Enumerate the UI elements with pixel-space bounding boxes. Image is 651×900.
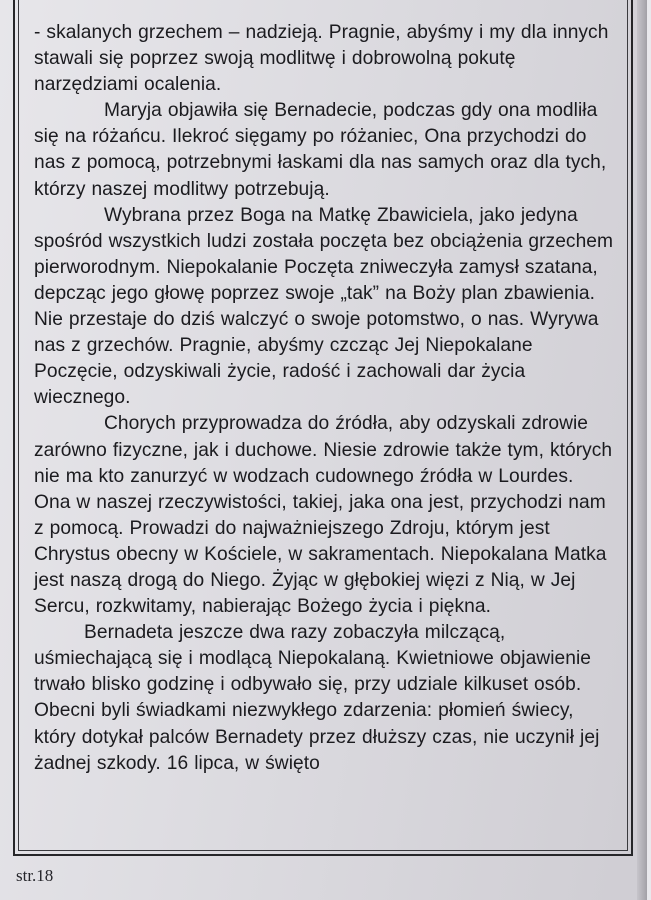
- paragraph-2: Maryja objawiła się Bernadecie, podczas gdy ona modliła się na różańcu. Ilekroć sięgamy po różaniec, Ona przychodzi do nas z pomocą, potrzebnymi łaskami dla nas samych oraz dla tych, którzy naszej modlitwy potrzebują.: [34, 100, 607, 200]
- next-page-edge: [647, 0, 651, 900]
- text-frame: [13, 0, 633, 856]
- paragraph-1: - skalanych grzechem – nadzieją. Pragnie, abyśmy i my dla innych stawali się poprzez swoją modlitwę i dobrowolną pokutę narzędziami ocalenia.: [34, 22, 609, 96]
- paragraph-5: Bernadeta jeszcze dwa razy zobaczyła milczącą, uśmiechającą się i modlącą Niepokalaną. Kwietniowe objawienie trwało blisko godzinę i odbywało się, przy udziale kilkuset osób. Obecni byli świadkami niezwykłego zdarzenia: płomień świecy, który dotykał palców Bernadety przez dłuższy czas, nie uczynił jej żadnej szkody. 16 lipca, w święto: [34, 622, 600, 774]
- page-number: str.18: [16, 866, 54, 885]
- paragraph-3: Wybrana przez Boga na Matkę Zbawiciela, jako jedyna spośród wszystkich ludzi została poczęta bez obciążenia grzechem pierworodnym. Niepokalanie Poczęta zniweczyła zamysł szatana, depcząc jego głowę poprzez swoje „tak” na Boży plan zbawienia. Nie przestaje do dziś walczyć o swoje potomstwo, o nas. Wyrywa nas z grzechów. Pragnie, abyśmy czcząc Jej Niepokalane Poczęcie, odzyskiwali życie, radość i zachowali dar życia wiecznego.: [34, 204, 614, 409]
- paragraph-4: Chorych przyprowadza do źródła, aby odzyskali zdrowie zarówno fizyczne, jak i duchowe. Niesie zdrowie także tym, których nie ma kto zanurzyć w wodzach cudownego źródła w Lourdes. Ona w naszej rzeczywistości, takiej, jaka ona jest, przychodzi nam z pomocą. Prowadzi do najważniejszego Zdroju, którym jest Chrystus obecny w Kościele, w sakramentach. Niepokalana Matka jest naszą drogą do Niego. Żyjąc w głębokiej więzi z Nią, w Jej Sercu, rozkwitamy, nabierając Bożego życia i piękna.: [34, 413, 613, 618]
